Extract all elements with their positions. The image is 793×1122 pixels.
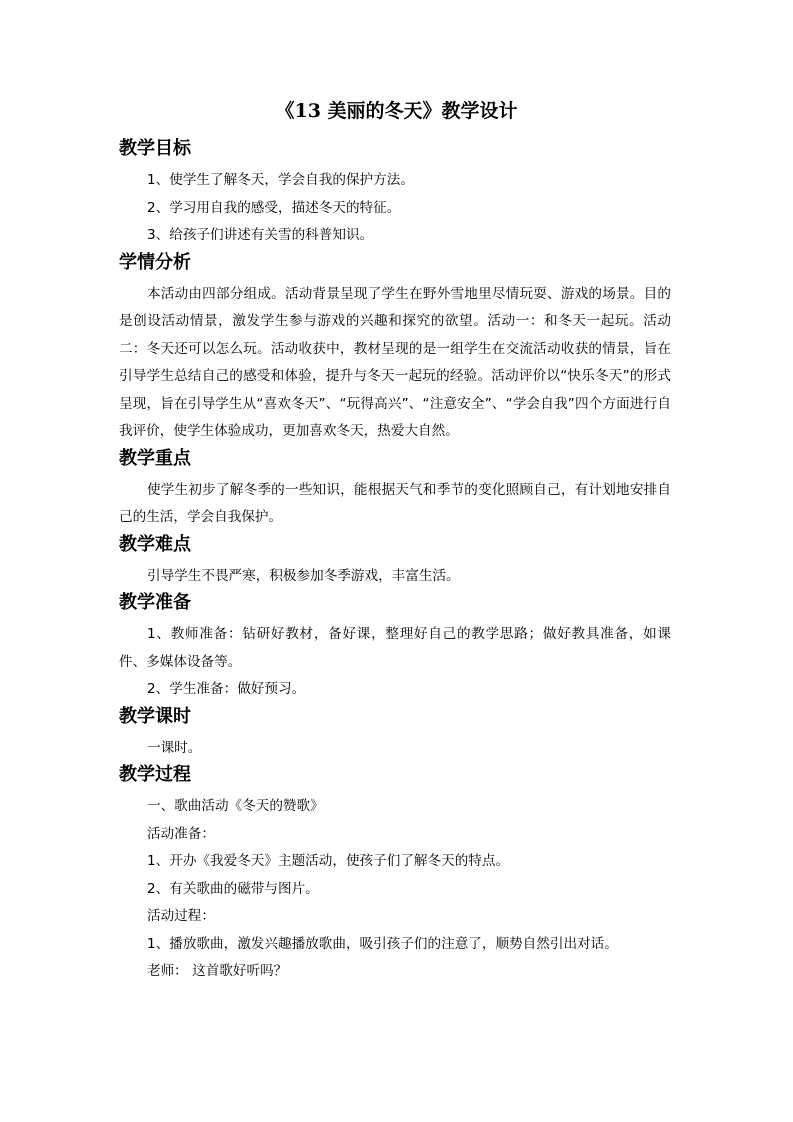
- list-item: 1、开办《我爱冬天》主题活动，使孩子们了解冬天的特点。: [147, 853, 510, 869]
- paragraph: 1、教师准备：钻研好教材，备好课，整理好自己的教学思路；做好教具准备，如课件、多媒体设备等。: [119, 626, 671, 670]
- list-item: 2、学生准备：做好预习。: [147, 681, 306, 697]
- section-class-hours: [119, 704, 671, 763]
- list-item: 活动准备：: [147, 825, 215, 842]
- section-heading: 教学难点: [119, 533, 191, 555]
- paragraph: 本活动由四部分组成。活动背景呈现了学生在野外雪地里尽情玩耍、游戏的场景。目的是创设活动情景，激发学生参与游戏的兴趣和探究的欲望。活动一：和冬天一起玩。活动二：冬天还可以怎么玩。活动收获中，教材呈现的是一组学生在交流活动收获的情景，旨在引导学生总结自己的感受和体验，提升与冬天一起玩的经验。活动评价以“快乐冬天”的形式呈现，旨在引导学生从“喜欢冬天”、“玩得高兴”、“注意安全”、“学会自我”四个方面进行自我评价，使学生体验成功，更加喜欢冬天，热爱大自然。: [119, 285, 671, 439]
- list-item: 3、给孩子们讲述有关雪的科普知识。: [147, 227, 374, 243]
- section-difficulties: [119, 532, 671, 591]
- list-item: 活动过程：: [147, 908, 215, 924]
- document-body: [119, 136, 671, 986]
- document-title: 《13 美丽的冬天》教学设计: [275, 100, 518, 122]
- list-item: 1、使学生了解冬天，学会自我的保护方法。: [147, 172, 414, 188]
- list-item: 2、有关歌曲的磁带与图片。: [147, 880, 319, 897]
- paragraph: 使学生初步了解冬季的一些知识，能根据天气和季节的变化照顾自己，有计划地安排自己的生活，学会自我保护。: [119, 481, 671, 525]
- section-heading: 学情分析: [119, 251, 191, 273]
- section-preparation: [119, 590, 671, 704]
- section-process: [119, 762, 671, 986]
- list-item: 老师： 这首歌好听吗？: [147, 963, 288, 979]
- section-learner-analysis: [119, 250, 671, 446]
- section-heading: 教学准备: [119, 592, 191, 613]
- section-teaching-goals: [119, 136, 671, 250]
- section-heading: 教学重点: [119, 447, 191, 469]
- list-item: 引导学生不畏严寒，积极参加冬季游戏，丰富生活。: [147, 567, 460, 584]
- section-heading: 教学课时: [119, 705, 191, 727]
- list-item: 2、学习用自我的感受，描述冬天的特征。: [147, 199, 401, 216]
- section-heading: 教学目标: [119, 138, 191, 159]
- list-item: 一、歌曲活动《冬天的赞歌》: [147, 798, 324, 814]
- section-heading: 教学过程: [119, 764, 191, 785]
- list-item: 一课时。: [147, 739, 202, 756]
- section-key-points: [119, 446, 671, 532]
- list-item: 1、播放歌曲，激发兴趣播放歌曲，吸引孩子们的注意了，顺势自然引出对话。: [147, 935, 618, 952]
